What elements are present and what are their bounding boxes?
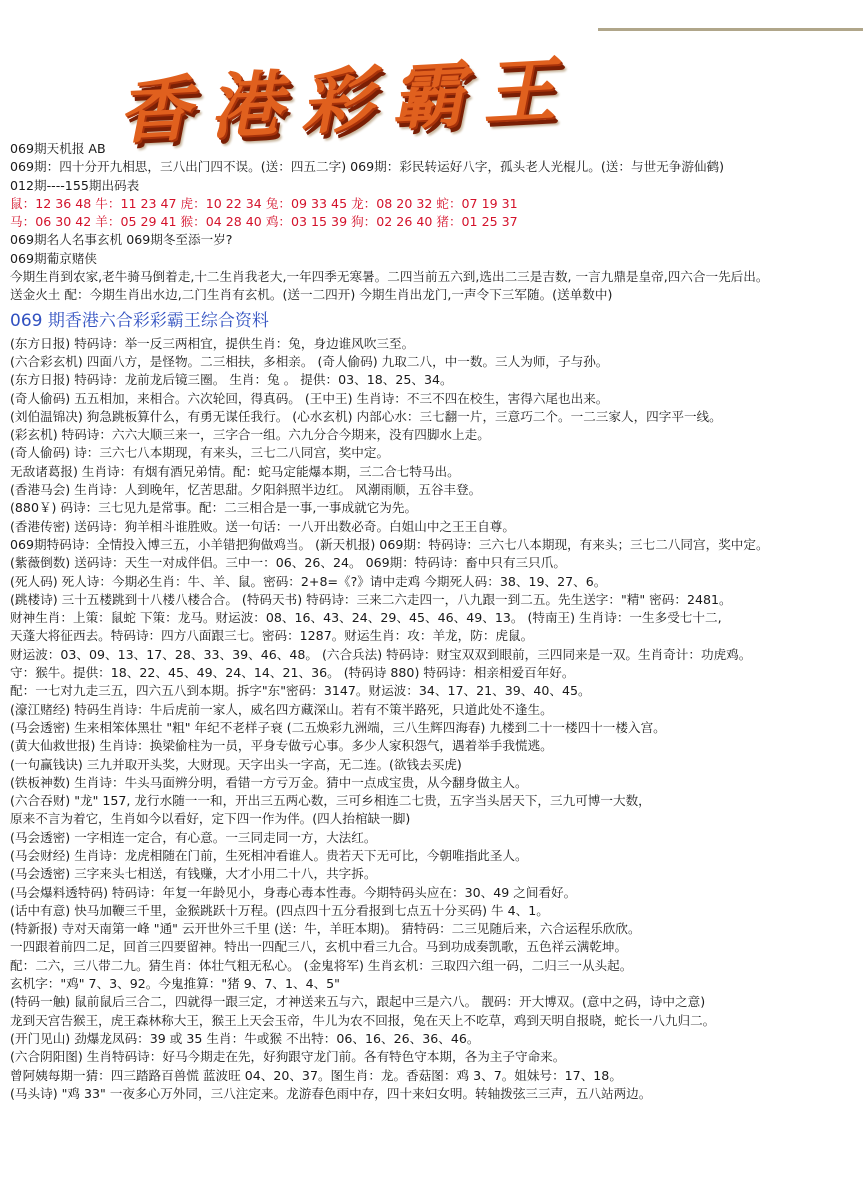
body-lines [10,335,860,1103]
text-line: 财运波：03、09、13、17、28、33、39、46、48。 (六合兵法) 特码诗：财宝双双到眼前，三四同来是一双。生肖奇计：功虎鸡。 [10,646,752,662]
text-line: 原来不言为着它，生肖如今以看好，定下四一作为伴。(四人抬棺缺一脚) [10,811,411,827]
text-line: (彩玄机) 特码诗：六六大顺三来一，三字合一组。六九分合今期来，没有四脚水上走。 [10,427,490,443]
text-line: (东方日报) 特码诗：龙前龙后镜三圈。 生肖：兔 。 提供：03、18、25、34。 [10,372,453,388]
text-line: (一句赢钱诀) 三九并取开头奖，大财现。天字出头一字高，无二连。(欲钱去买虎) [10,756,462,772]
text-line: 天蓬大将征西去。特码诗：四方八面跟三七。密码：1287。财运生肖：攻：羊龙，防：虎鼠。 [10,628,534,644]
text-line: (开门见山) 劲爆龙凤码：39 或 35 生肖：牛或猴 不出特：06、16、26、36、46。 [10,1030,480,1046]
text-line: 069期特码诗：全情投入博三五，小羊错把狗做鸡当。 (新天机报) 069期：特码诗：三六七八本期现，有来头；三七二八同宫，奖中定。 [10,536,769,552]
section-heading: 069 期香港六合彩彩霸王综合资料 [10,310,269,331]
text-line: (马会财经) 生肖诗：龙虎相随在门前，生死相冲看谁人。贵若天下无可比，今朝唯指此圣人。 [10,847,528,863]
text-line: (死人码) 死人诗：今期必生肖：牛、羊、鼠。密码：2+8=《?》请中走鸡 今期死人码：38、19、27、6。 [10,573,607,589]
text-line: (六合吞财) "龙" 157, 龙行水随一一和，开出三五两心数，三可乡相连二七贵，五字当头居天下，三九可博一大数， [10,793,651,809]
text-line: (铁板神数) 生肖诗：牛头马面辨分明，看错一方亏万金。猜中一点成宝贵，从今翻身做主人。 [10,774,528,790]
text-line: 今期生肖到农家,老牛骑马倒着走,十二生肖我老大,一年四季无寒暑。二四当前五六到,选出二三是吉数, 一言九鼎是皇帝,四六合一先后出。 [10,269,769,285]
mid-block [10,231,860,304]
text-line: (马会透密) 三字来头七相送，有钱赚，大才小用二十八，共字拆。 [10,866,377,882]
text-line: (六合彩玄机) 四面八方，是怪物。二三相扶，多相亲。 (奇人偷码) 九取二八，中一数。三人为师，子与孙。 [10,353,609,369]
text-line: (马头诗) "鸡 33" 一夜多心万外同，三八注定来。龙游春色雨中存，四十来妇女明。转轴拨弦三三声，五八站两边。 [10,1085,652,1101]
text-line: 曾阿姨每期一猜：四三踏路百兽慌 蓝波旺 04、20、37。图生肖：龙。香菇图：鸡 3、7。姐妹号：17、18。 [10,1067,622,1083]
text-line: (香港马会) 生肖诗：人到晚年，忆苦思甜。夕阳斜照半边红。 风潮雨顺，五谷丰登。 [10,482,482,498]
text-line: (紫薇倒数) 送码诗：天生一对成伴侣。三中一：06、26、24。 069期：特码诗：畜中只有三只爪。 [10,555,566,571]
text-line: (话中有意) 快马加鞭三千里，金猴跳跃十万程。(四点四十五分看报到七点五十分买码) 牛 4、1。 [10,902,549,918]
text-line: 守：猴牛。提供：18、22、45、49、24、14、21、36。 (特码诗 880) 特码诗：相亲相爱百年好。 [10,665,575,681]
text-line: (黄大仙救世报) 生肖诗：换梁偷柱为一员，平身专做亏心事。多少人家积怨气，遇着举手我慌逃。 [10,738,553,754]
text-line: 无敌诸葛报) 生肖诗：有烟有酒兄弟情。配：蛇马定能爆本期，三二合七特马出。 [10,463,460,479]
text-line: (六合阴阳图) 生肖特码诗：好马今期走在先，好狗跟守龙门前。各有特色守本期，各为主子守命来。 [10,1049,566,1065]
text-line: 配：二六，三八带二九。猜生肖：体壮气粗无私心。 (金鬼将军) 生肖玄机：三取四六组一码，二归三一从头起。 [10,957,633,973]
text-line: (特新报) 寺对天南第一峰 "通" 云开世外三千里 (送：牛，羊旺本期)。 猜特码：二三见随后来，六合运程乐欣欣。 [10,921,641,937]
text-line: 龙到天宫告猴王，虎王森林称大王，猴王上天会玉帝，牛儿为农不回报，兔在天上不吃草，鸡到天明自报晓，蛇长一八九归二。 [10,1012,716,1028]
text-line: (濠江赌经) 特码生肖诗：牛后虎前一家人，威名四方藏深山。若有不策半路死，只道此处不逢生。 [10,701,553,717]
text-line: 配：一七对九走三五，四六五八到本期。拆字"东"密码：3147。财运波：34、17、21、39、40、45。 [10,683,591,699]
text-line: (东方日报) 特码诗：举一反三两相宜，提供生肖：兔，身边谁风吹三至。 [10,335,415,351]
banner [115,18,748,154]
text-line: (马会透密) 生来相笨体黑壮 "粗" 年纪不老样子衰 (二五焕彩九洲端，三八生辉四海春) 九楼到二十一楼四十一楼入宫。 [10,719,666,735]
text-line: 069期名人名事玄机 069期冬至添一岁? [10,232,233,248]
text-line: 财神生肖：上策：鼠蛇 下策：龙马。财运波：08、16、43、24、29、45、46、49、13。 (特南王) 生肖诗：一生多受七十二, [10,610,722,626]
text-line: 012期----155期出码表 [10,177,140,193]
zodiac-number-table [10,195,860,232]
text-line: (跳楼诗) 三十五楼跳到十八楼八楼合合。 (特码天书) 特码诗：三来二六走四一，八九跟一到二五。先生送字："精" 密码：2481。 [10,591,732,607]
text-line: (马会透密) 一字相连一定合，有心意。一三同走同一方，大法红。 [10,829,377,845]
zodiac-row: 马：06 30 42 羊：05 29 41 猴：04 28 40 鸡：03 15 39 狗：02 26 40 猪：01 25 37 [10,214,518,230]
text-line: 069期葡京赌侠 [10,250,98,266]
text-line: 069期天机报 AB [10,141,106,156]
banner-title: 香港彩霸王 [115,45,588,154]
text-line: 玄机字："鸡" 7、3、92。今鬼推算："猪 9、7、1、4、5" [10,976,340,992]
text-line: (刘伯温锦决) 狗急跳板算什么，有勇无谋任我行。 (心水玄机) 内部心水：三七翻一片，三意巧二个。一二三家人，四字平一线。 [10,408,722,424]
article-body [10,140,860,1103]
text-line: 一四跟着前四二足，回首三四要留神。特出一四配三八，玄机中看三九合。马到功成奏凯歌，五色祥云满乾坤。 [10,939,628,955]
text-line: (880￥) 码诗：三七见九是常事。配：二三相合是一事,一事成就它为先。 [10,500,418,516]
text-line: (奇人偷码) 五五相加，来相合。六次轮回，得真码。 (王中王) 生肖诗：不三不四在校生，害得六尾也出来。 [10,390,609,406]
text-line: (奇人偷码) 诗：三六七八本期现，有来头，三七二八同宫，奖中定。 [10,445,390,461]
zodiac-row: 鼠：12 36 48 牛：11 23 47 虎：10 22 34 兔：09 33 45 龙：08 20 32 蛇：07 19 31 [10,195,518,211]
banner-rule [598,28,863,31]
intro-block [10,140,860,195]
text-line: (马会爆料透特码) 特码诗：年复一年龄见小，身毒心毒本性毒。今期特码头应在：30、49 之间看好。 [10,884,577,900]
text-line: (香港传密) 送码诗：狗羊相斗谁胜败。送一句话：一八开出数必奇。白姐山中之王王自尊。 [10,518,515,534]
text-line: (特码一触) 鼠前鼠后三合二，四就得一跟三定，才神送来五与六，跟起中三是六八。 靓码：开大博双。(意中之码，诗中之意) [10,994,706,1010]
text-line: 送金火土 配：今期生肖出水边,二门生肖有玄机。(送一二四开) 今期生肖出龙门,一声令下三军随。(送单数中) [10,287,613,303]
text-line: 069期：四十分开九相思，三八出门四不误。(送：四五二字) 069期：彩民转运好八字，孤头老人光棍儿。(送：与世无争游仙鹤) [10,159,725,175]
